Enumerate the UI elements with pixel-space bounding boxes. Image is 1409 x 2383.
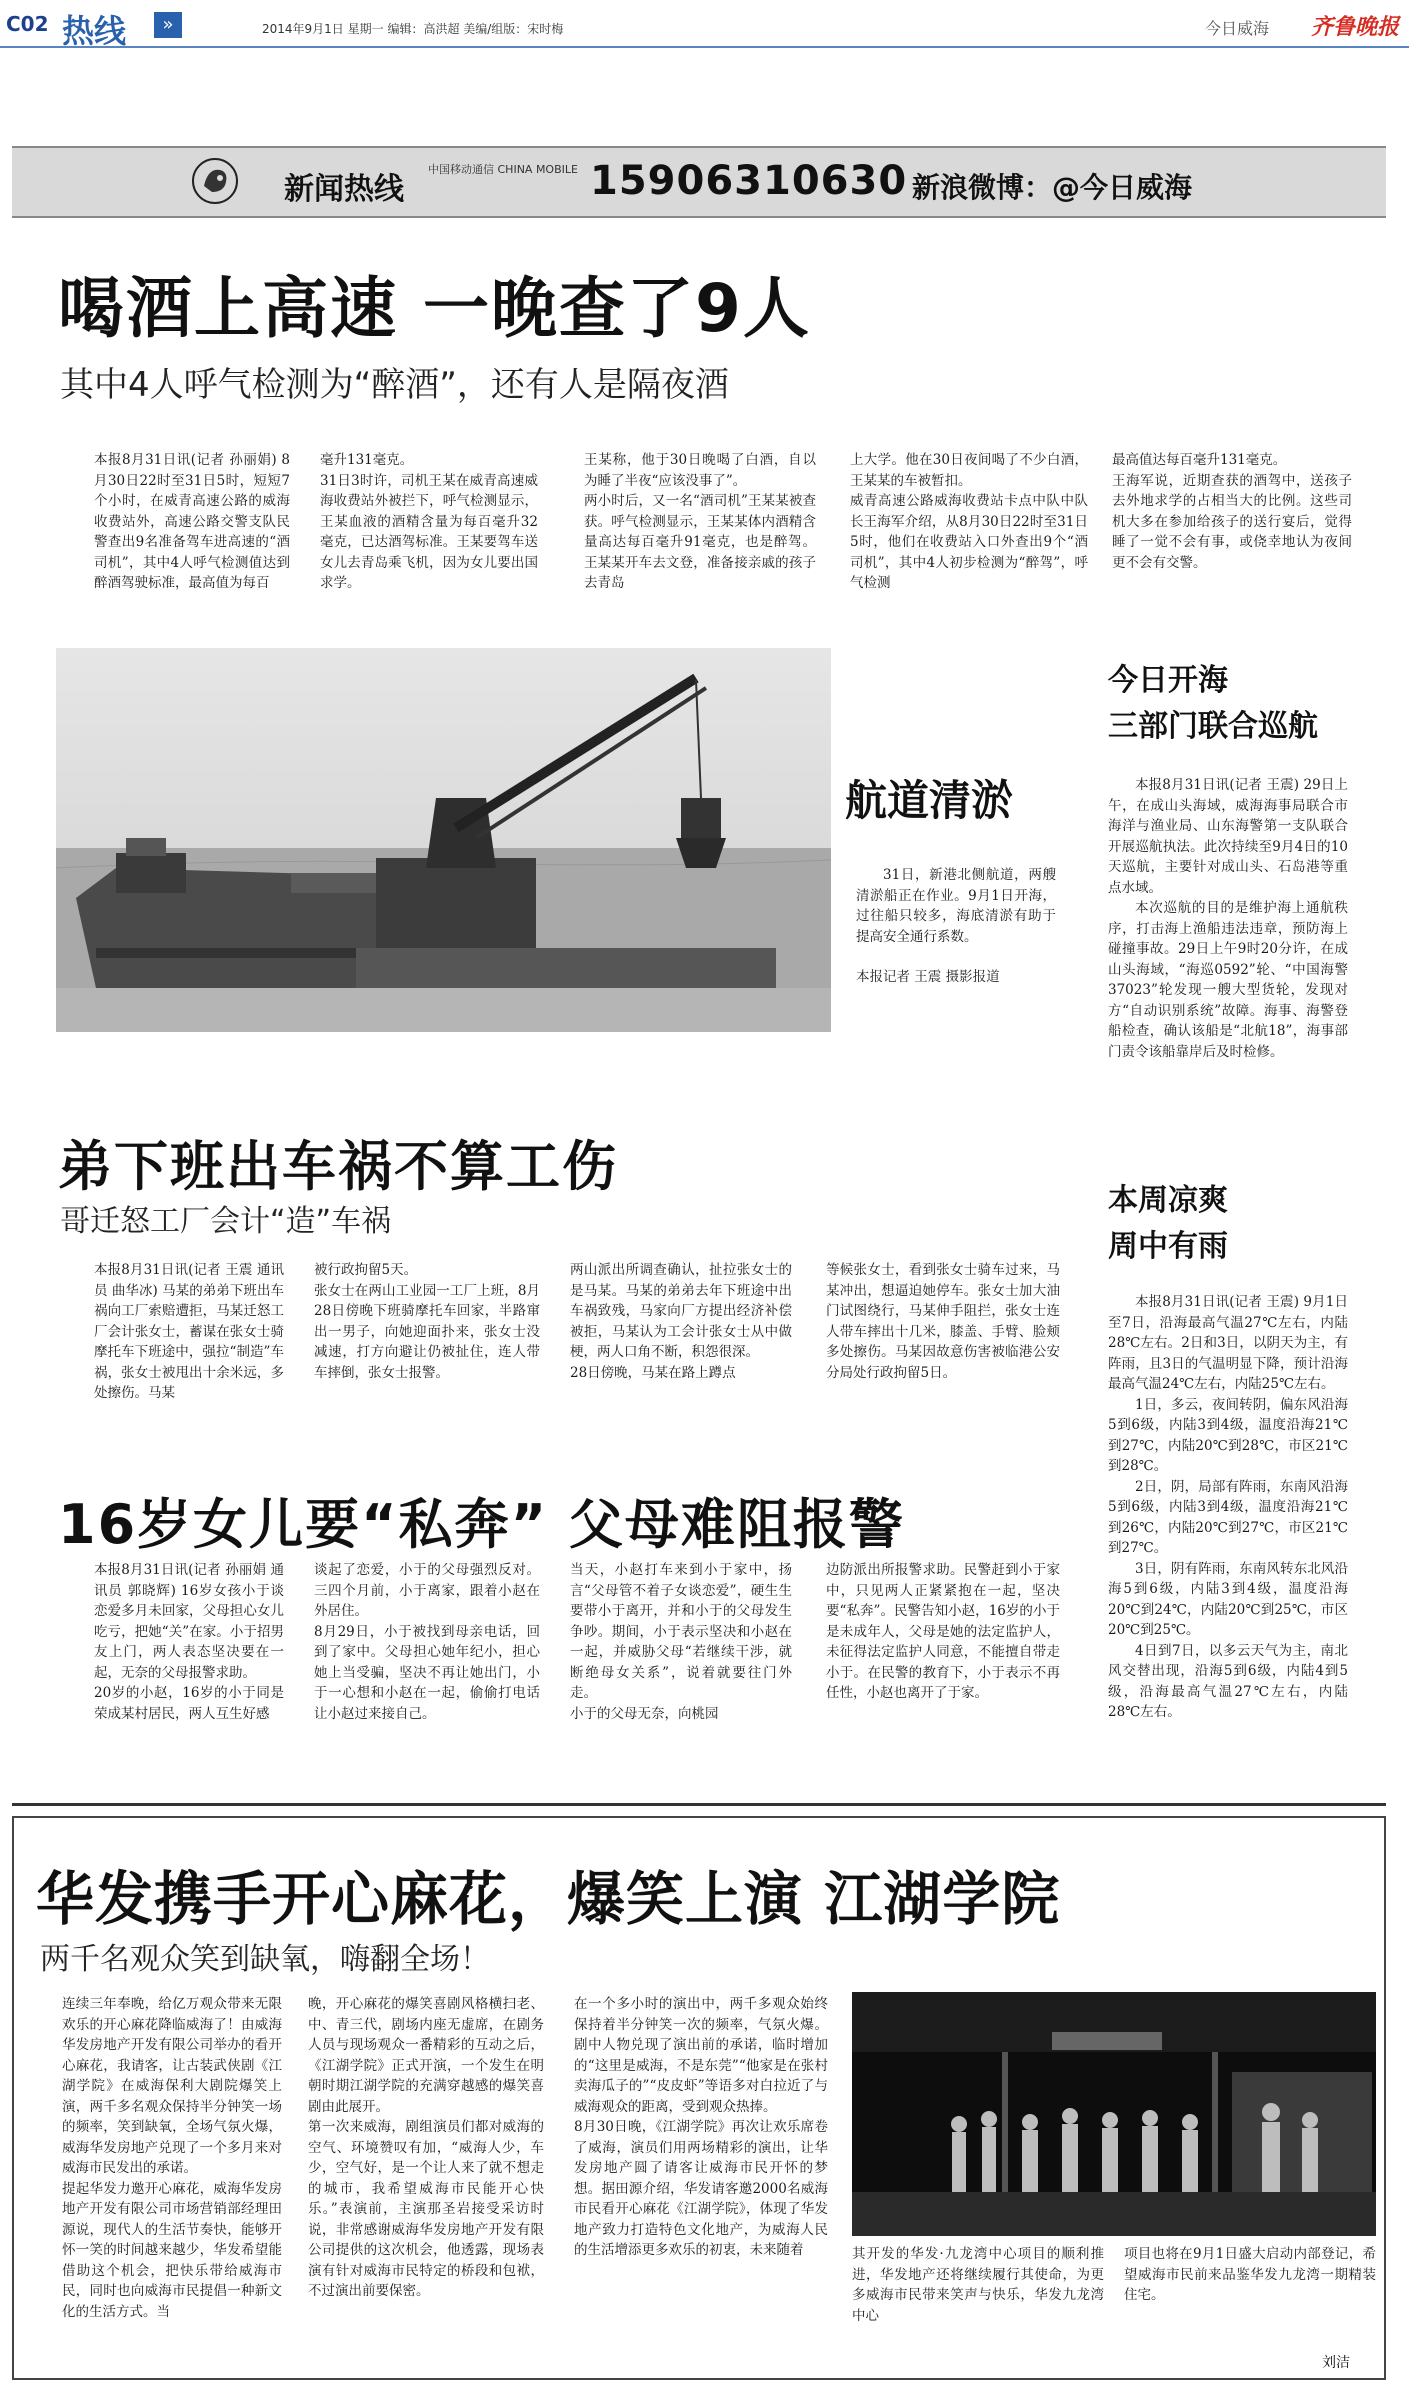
sidebar-headline-weather-line2: 周中有雨 xyxy=(1108,1229,1228,1264)
paragraph: 2日，阴，局部有阵雨，东南风沿海5到6级，内陆3到4级，温度沿海21℃到26℃，内陆20℃到27℃，市区21℃到27℃。 xyxy=(1108,1478,1348,1556)
hotline-phone: 15906310630 xyxy=(590,158,908,204)
story1-col-5: 最高值达每百毫升131毫克。 王海军说，近期查获的酒驾中，送孩子去外地求学的占相当大的比例。这些司机大多在参加给孩子的送行宴后，觉得睡了一觉不会有事，或侥幸地认为夜间更不会有交警。 xyxy=(1112,452,1352,571)
headline-accident: 弟下班出车祸不算工伤 xyxy=(58,1135,618,1198)
weibo-handle: 新浪微博：@今日威海 xyxy=(912,171,1193,204)
headline-elopement: 16岁女儿要“私奔” 父母难阻报警 xyxy=(58,1493,905,1556)
story3-col-4: 边防派出所报警求助。民警赶到小于家中，只见两人正紧紧抱在一起，坚决要“私奔”。民警告知小赵，16岁的小于是未成年人，父母是她的法定监护人，未征得法定监护人同意，不能擅自带走小于。在民警的教育下，小于表示不再任性，小赵也离开了于家。 xyxy=(826,1562,1060,1701)
issue-info: 2014年9月1日 星期一 编辑：高洪超 美编/组版：宋时梅 xyxy=(262,22,564,36)
sidebar-weather-body xyxy=(1108,1292,1348,1723)
china-mobile-logo: 中国移动通信 CHINA MOBILE xyxy=(428,163,578,176)
sidebar-headline-patrol-line1: 今日开海 xyxy=(1108,663,1228,698)
feature-divider xyxy=(12,1803,1386,1806)
headline-comedy-show: 华发携手开心麻花，爆笑上演 江湖学院 xyxy=(36,1865,1061,1933)
headline-drunk-driving: 喝酒上高速 一晚查了9人 xyxy=(58,270,811,347)
stage-photo-image xyxy=(852,1992,1376,2236)
paragraph: 本报8月31日讯(记者 王震) 29日上午，在成山头海域，威海海事局联合市海洋与渔业局、山东海警第一支队联合开展巡航执法。此次持续至9月4日的10天巡航，主要针对成山头、石岛港等重点水域。 xyxy=(1108,777,1348,896)
story2-col-3: 两山派出所调查确认，扯拉张女士的是马某。马某的弟弟去年下班途中出车祸致残，马家向厂方提出经济补偿被拒，马某认为工会计张女士从中做梗，两人口角不断，积怨很深。 28日傍晚，马某在路上蹲点 xyxy=(570,1262,792,1381)
phone-mascot-icon xyxy=(190,156,240,206)
subheadline-drunk-driving: 其中4人呼气检测为“醉酒”，还有人是隔夜酒 xyxy=(60,365,729,405)
feature-col-3: 在一个多小时的演出中，两千多观众始终保持着半分钟笑一次的频率，气氛火爆。剧中人物兑现了演出前的承诺，临时增加的“这里是威海，不是东莞”“他家是在张村卖海瓜子的”“皮皮虾”等语多对白拉近了与威海观众的距离，受到观众热捧。 8月30日晚，《江湖学院》再次让欢乐席卷了威海，演员们用两场精彩的演出，让华发房地产圆了请客让威海市民开怀的梦想。据田源介绍，华发请客邀2000名威海市民看开心麻花《江湖学院》，体现了华发地产致力打造特色文化地产，为威海人民的生活增添更多欢乐的初衷，未来随着 xyxy=(574,1996,828,2258)
sidebar-headline-patrol xyxy=(1108,658,1348,750)
photo-credit: 本报记者 王震 摄影报道 xyxy=(856,969,1000,985)
story2-col-4: 等候张女士，看到张女士骑车过来，马某冲出，想逼迫她停车。张女士加大油门试图绕行，马某伸手阻拦，张女士连人带车摔出十几米，膝盖、手臂、脸颊多处擦伤。马某因故意伤害被临港公安分局处行政拘留5日。 xyxy=(826,1262,1060,1381)
paragraph: 本报8月31日讯(记者 王震) 9月1日至7日，沿海最高气温27℃左右，内陆28℃左右。2日和3日，以阴天为主，有阵雨，且3日的气温明显下降，预计沿海最高气温24℃左右，内陆25℃左右。 xyxy=(1108,1294,1348,1392)
stage-photo xyxy=(852,1992,1376,2236)
story2-col-1: 本报8月31日讯(记者 王震 通讯员 曲华冰) 马某的弟弟下班出车祸向工厂索赔遭拒，马某迁怒工厂会计张女士，蓄谋在张女士骑摩托车下班途中，强拉“制造”车祸，张女士被甩出十余米远，多处擦伤。马某 xyxy=(94,1262,284,1401)
story1-col-4: 上大学。他在30日夜间喝了不少白酒，王某某的车被暂扣。 威青高速公路威海收费站卡点中队中队长王海军介绍，从8月30日22时至31日5时，他们在收费站入口外查出9个“酒司机”，其中4人初步检测为“醉驾”，呼气检测 xyxy=(850,452,1088,591)
paragraph: 1日，多云，夜间转阴，偏东风沿海5到6级，内陆3到4级，温度沿海21℃到27℃，内陆20℃到28℃，市区21℃到28℃。 xyxy=(1108,1396,1348,1474)
feature-col-2: 晚，开心麻花的爆笑喜剧风格横扫老、中、青三代，剧场内座无虚席，在剧务人员与现场观众一番精彩的互动之后，《江湖学院》正式开演，一个发生在明朝时期江湖学院的充满穿越感的爆笑喜剧由此展开。 第一次来威海，剧组演员们都对威海的空气、环境赞叹有加，“威海人少，车少，空气好，是一个让人来了就不想走的城市，我希望威海市民能开心快乐。”表演前，主演那圣岩接受采访时说，非常感谢威海华发房地产开发有限公司提供的这次机会，他透露，现场表演有针对威海市民特定的桥段和包袱，不过演出前要保密。 xyxy=(308,1996,544,2299)
story1-col-2: 毫升131毫克。 31日3时许，司机王某在威青高速威海收费站外被拦下，呼气检测显示，王某血液的酒精含量为每百毫升32毫克，已达酒驾标准。王某要驾车送女儿去青岛乘飞机，因为女儿要出国求学。 xyxy=(320,452,538,591)
newspaper-logo: 齐鲁晚报 xyxy=(1310,14,1399,40)
subheadline-accident: 哥迁怒工厂会计“造”车祸 xyxy=(60,1204,392,1239)
paragraph: 本次巡航的目的是维护海上通航秩序，打击海上渔船违法违章，预防海上碰撞事故。29日上午9时20分许，在成山头海域，“海巡0592”轮、“中国海警37023”轮发现一艘大型货轮，发现对方“自动识别系统”故障。海事、海警登船检查，确认该船是“北航18”，海事部门责令该船靠岸后及时检修。 xyxy=(1108,900,1348,1060)
story3-col-2: 谈起了恋爱，小于的父母强烈反对。三四个月前，小于离家，跟着小赵在外居住。 8月29日，小于被找到母亲电话，回到了家中。父母担心她年纪小，担心她上当受骗，坚决不再让她出门，小于一心想和小赵在一起，偷偷打电话让小赵过来接自己。 xyxy=(314,1562,540,1722)
story1-col-3: 王某称，他于30日晚喝了白酒，自以为睡了半夜“应该没事了”。 两小时后，又一名“酒司机”王某某被查获。呼气检测显示，王某某体内酒精含量高达每百毫升91毫克，也是醉驾。王某某开车去文登，准备接亲戚的孩子去青岛 xyxy=(584,452,816,591)
stage-photo-caption-left: 其开发的华发·九龙湾中心项目的顺利推进，华发地产还将继续履行其使命，为更多威海市民带来笑声与快乐，华发九龙湾中心 xyxy=(852,2246,1104,2324)
subheadline-comedy-show: 两千名观众笑到缺氧，嗨翻全场！ xyxy=(40,1942,490,1977)
sidebar-headline-weather-line1: 本周凉爽 xyxy=(1108,1183,1228,1218)
page-header xyxy=(0,0,1409,48)
page-number: C02 xyxy=(6,12,49,36)
paragraph: 4日到7日，以多云天气为主，南北风交替出现，沿海5到6级，内陆4到5级，沿海最高气温27℃左右，内陆28℃左右。 xyxy=(1108,1642,1348,1720)
feature-col-1: 连续三年奉晚，给亿万观众带来无限欢乐的开心麻花降临威海了！由威海华发房地产开发有限公司举办的看开心麻花，我请客，让古装武侠剧《江湖学院》在威海保利大剧院爆笑上演，两千多名观众保持半分钟笑一场的频率，笑到缺氧，全场气氛火爆，威海华发房地产兑现了一个多月来对威海市民发出的承诺。 提起华发力邀开心麻花，威海华发房地产开发有限公司市场营销部经理田源说，现代人的生活节奏快，能够开怀一笑的时间越来越少，华发希望能借助这个机会，把快乐带给威海市民，同时也向威海市民提倡一种新文化的生活方式。当 xyxy=(62,1996,282,2320)
feature-byline: 刘洁 xyxy=(1322,2355,1350,2371)
sidebar-patrol-body xyxy=(1108,775,1348,1062)
stage-photo-caption-right: 项目也将在9月1日盛大启动内部登记，希望威海市民前来品鉴华发九龙湾一期精装住宅。 xyxy=(1124,2246,1376,2303)
story3-col-3: 当天，小赵打车来到小于家中，扬言“父母管不着子女谈恋爱”，硬生生要带小于离开，并和小于的父母发生争吵。期间，小于表示坚决和小赵在一起，并威胁父母“若继续干涉，就断绝母女关系”，说着就要往门外走。 小于的父母无奈，向桃园 xyxy=(570,1562,792,1722)
story3-col-1: 本报8月31日讯(记者 孙丽娟 通讯员 郭晓辉) 16岁女孩小于谈恋爱多月未回家，父母担心女儿吃亏，把她“关”在家。小于招男友上门，两人表态坚决要在一起，无奈的父母报警求助。 20岁的小赵，16岁的小于同是荣成某村居民，两人互生好感 xyxy=(94,1562,284,1722)
section-arrow-icon: » xyxy=(154,12,182,38)
dredging-photo-image xyxy=(56,648,831,1032)
story1-col-1: 本报8月31日讯(记者 孙丽娟) 8月30日22时至31日5时，短短7个小时，在威青高速公路的威海收费站外，高速公路交警支队民警查出9名准备驾车进高速的“酒司机”，其中4人呼气检测值达到醉酒驾驶标准，最高值为每百 xyxy=(94,452,290,591)
paragraph: 3日，阴有阵雨，东南风转东北风沿海5到6级，内陆3到4级，温度沿海20℃到24℃，内陆20℃到25℃，市区20℃到25℃。 xyxy=(1108,1560,1348,1638)
sidebar-headline-weather xyxy=(1108,1178,1348,1270)
section-name: 热线 xyxy=(62,12,127,50)
hotline-label: 新闻热线 xyxy=(284,172,404,207)
photo-title: 航道清淤 xyxy=(845,776,1014,825)
sidebar-headline-patrol-line2: 三部门联合巡航 xyxy=(1108,709,1318,744)
story2-col-2: 被行政拘留5天。 张女士在两山工业园一工厂上班，8月28日傍晚下班骑摩托车回家，半路窜出一男子，向她迎面扑来，张女士没减速，打方向避让仍被扯住，连人带车摔倒，张女士报警。 xyxy=(314,1262,540,1381)
dredging-photo xyxy=(56,648,831,1032)
photo-caption: 31日，新港北侧航道，两艘清淤船正在作业。9月1日开海，过往船只较多，海底清淤有助于提高安全通行系数。 xyxy=(856,867,1056,945)
brand-name: 今日威海 xyxy=(1204,19,1269,38)
